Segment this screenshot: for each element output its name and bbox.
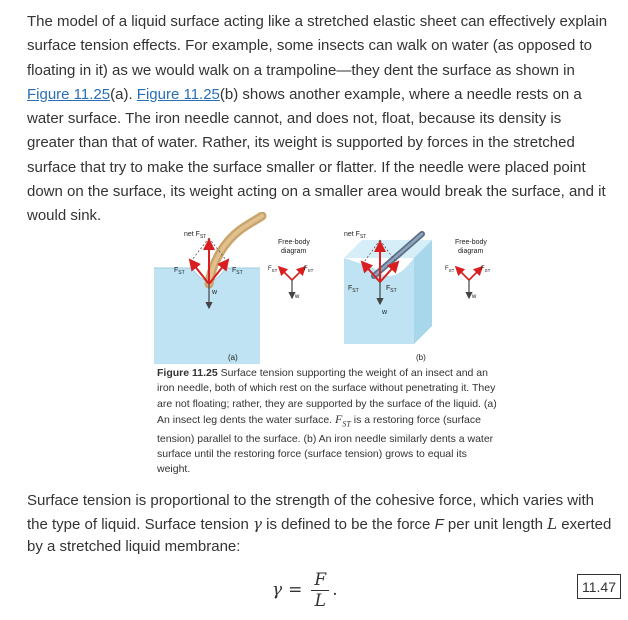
svg-text:FST: $F_{ST}$ [304,266,314,273]
definition-text: Surface tension is proportional to the strength of the cohesive force, which varies with the type of liquid. Surface tension [27,492,594,533]
panel-label-b: (b) [416,353,426,362]
panel-b-illustration [344,231,432,344]
svg-text:Free-body: Free-body [455,239,487,246]
equation-lhs: γ [272,580,283,600]
svg-text:w: w [472,294,477,300]
caption-label: Figure 11.25 [157,367,218,379]
svg-text:Free-body: Free-body [278,239,310,246]
panel-label-a: (a) [228,353,238,362]
equation-11-47 [272,565,338,615]
svg-text:FST: $F_{ST}$ [268,266,278,273]
panel-a-illustration [154,216,262,364]
intro-text: (b) shows another example, where a needle rests on a water surface. The iron needle cannot, and does not, float, because its density is greater than that of water. Rather, its weight is supported by forces in the stretched surface that try to make the surface smaller or flatter. If the needle were placed point down on the surface, its weight acting on a smaller area would break the surface, and it would sink. [27,85,606,225]
w-label-a: w [212,289,218,296]
figure-caption [157,366,497,477]
intro-paragraph [27,10,612,229]
svg-text:w: w [295,294,300,300]
figure-link-a[interactable]: Figure 11.25 [27,85,111,103]
fraction-numerator: F [311,570,329,591]
svg-text:w: w [382,309,388,316]
intro-text: The model of a liquid surface acting like a stretched elastic sheet can effectively explain surface tension effects. For example, some insects can walk on water (as opposed to floating in it) as we would walk on a trampoline—they dent the surface as shown in [27,13,608,79]
fraction-denominator: L [314,590,326,611]
net-fst-label-a: net $F_{ST}$ [184,231,207,240]
figure-11-25 [152,212,492,364]
intro-text: (a). [110,85,137,103]
equation-fraction [311,570,329,611]
caption-text: Surface tension supporting the weight of an insect and an iron needle, both of which rest on the surface without penetrating it. They are not floating; rather, they are supported by the surface of the liquid. (a) An insect leg dents the water surface. [157,367,497,426]
svg-text:FST: $F_{ST}$ [386,285,397,294]
definition-text: is defined to be the force [261,515,435,533]
definition-text: exerted by a stretched liquid membrane: [27,515,612,556]
svg-text:diagram: diagram [281,248,307,255]
definition-paragraph [27,490,617,559]
fst-symbol: $F_{ST}$ [335,411,351,429]
svg-text:FST: $F_{ST}$ [348,285,359,294]
force-symbol: F [434,515,444,533]
equation-number: 11.47 [577,574,621,599]
free-body-diagram-b [445,239,491,300]
svg-text:FST: $F_{ST}$ [445,266,455,273]
caption-text: is a restoring force (surface tension) parallel to the surface. (b) An iron needle similarly dents a water surface until the restoring force (surface tension) grows to equal its weight. [157,413,494,476]
equation-equals: = [288,580,303,600]
net-fst-label-b: net $F_{ST}$ [344,231,367,240]
svg-text:FST: $F_{ST}$ [481,266,491,273]
fst-left-label-a: $F_{ST}$ [174,267,185,276]
svg-text:diagram: diagram [458,248,484,255]
free-body-diagram-a [268,239,314,300]
fst-right-label-a: $F_{ST}$ [232,267,243,276]
length-symbol: L [547,514,558,533]
gamma-symbol: γ [252,514,262,533]
definition-text: per unit length [443,515,548,533]
figure-link-b[interactable]: Figure 11.25 [136,85,220,103]
equation-period: . [332,580,338,600]
